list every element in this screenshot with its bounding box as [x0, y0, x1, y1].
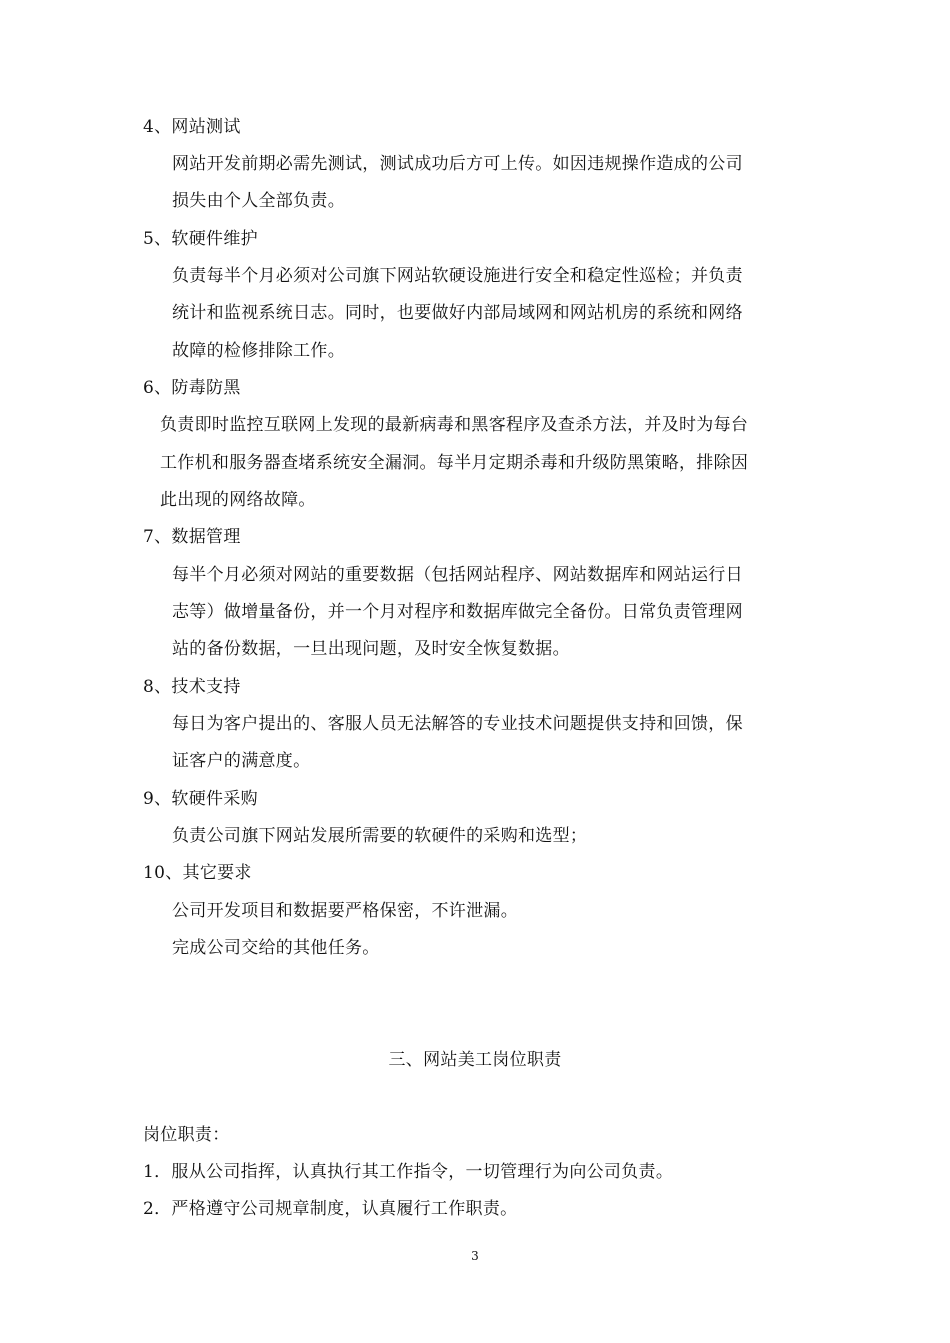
section-6-heading: 6、防毒防黑 [143, 378, 241, 398]
section-5-line-2: 统计和监视系统日志。同时，也要做好内部局域网和网站机房的系统和网络 [172, 303, 743, 323]
section-4-line-2: 损失由个人全部负责。 [172, 191, 345, 211]
section-8-line-1: 每日为客户提出的、客服人员无法解答的专业技术问题提供支持和回馈，保 [172, 714, 743, 734]
section-6-line-1: 负责即时监控互联网上发现的最新病毒和黑客程序及查杀方法，并及时为每台 [160, 415, 749, 435]
section-5-line-3: 故障的检修排除工作。 [172, 341, 345, 361]
section-10-line-1: 公司开发项目和数据要严格保密，不许泄漏。 [172, 901, 518, 921]
section-4-line-1: 网站开发前期必需先测试，测试成功后方可上传。如因违规操作造成的公司 [172, 154, 743, 174]
section-4-heading: 4、网站测试 [143, 117, 241, 137]
section-9-line-1: 负责公司旗下网站发展所需要的软硬件的采购和选型； [172, 826, 588, 846]
section-10-heading: 10、其它要求 [143, 863, 252, 883]
section-6-line-3: 此出现的网络故障。 [160, 490, 316, 510]
duty-item-2: 2．严格遵守公司规章制度，认真履行工作职责。 [143, 1199, 518, 1219]
duty-label: 岗位职责： [143, 1125, 230, 1145]
section-5-line-1: 负责每半个月必须对公司旗下网站软硬设施进行安全和稳定性巡检；并负责 [172, 266, 743, 286]
section-5-heading: 5、软硬件维护 [143, 229, 258, 249]
section-9-heading: 9、软硬件采购 [143, 789, 258, 809]
section-7-line-3: 站的备份数据，一旦出现问题，及时安全恢复数据。 [172, 639, 570, 659]
section-8-line-2: 证客户的满意度。 [172, 751, 311, 771]
page-number: 3 [471, 1249, 479, 1263]
section-7-heading: 7、数据管理 [143, 527, 241, 547]
section-7-line-1: 每半个月必须对网站的重要数据（包括网站程序、网站数据库和网站运行日 [172, 565, 743, 585]
section-7-line-2: 志等）做增量备份，并一个月对程序和数据库做完全备份。日常负责管理网 [172, 602, 743, 622]
duty-item-1: 1．服从公司指挥，认真执行其工作指令，一切管理行为向公司负责。 [143, 1162, 674, 1182]
section-10-line-2: 完成公司交给的其他任务。 [172, 938, 380, 958]
section-6-line-2: 工作机和服务器查堵系统安全漏洞。每半月定期杀毒和升级防黑策略，排除因 [160, 453, 749, 473]
section-title: 三、网站美工岗位职责 [388, 1050, 562, 1070]
section-8-heading: 8、技术支持 [143, 677, 241, 697]
